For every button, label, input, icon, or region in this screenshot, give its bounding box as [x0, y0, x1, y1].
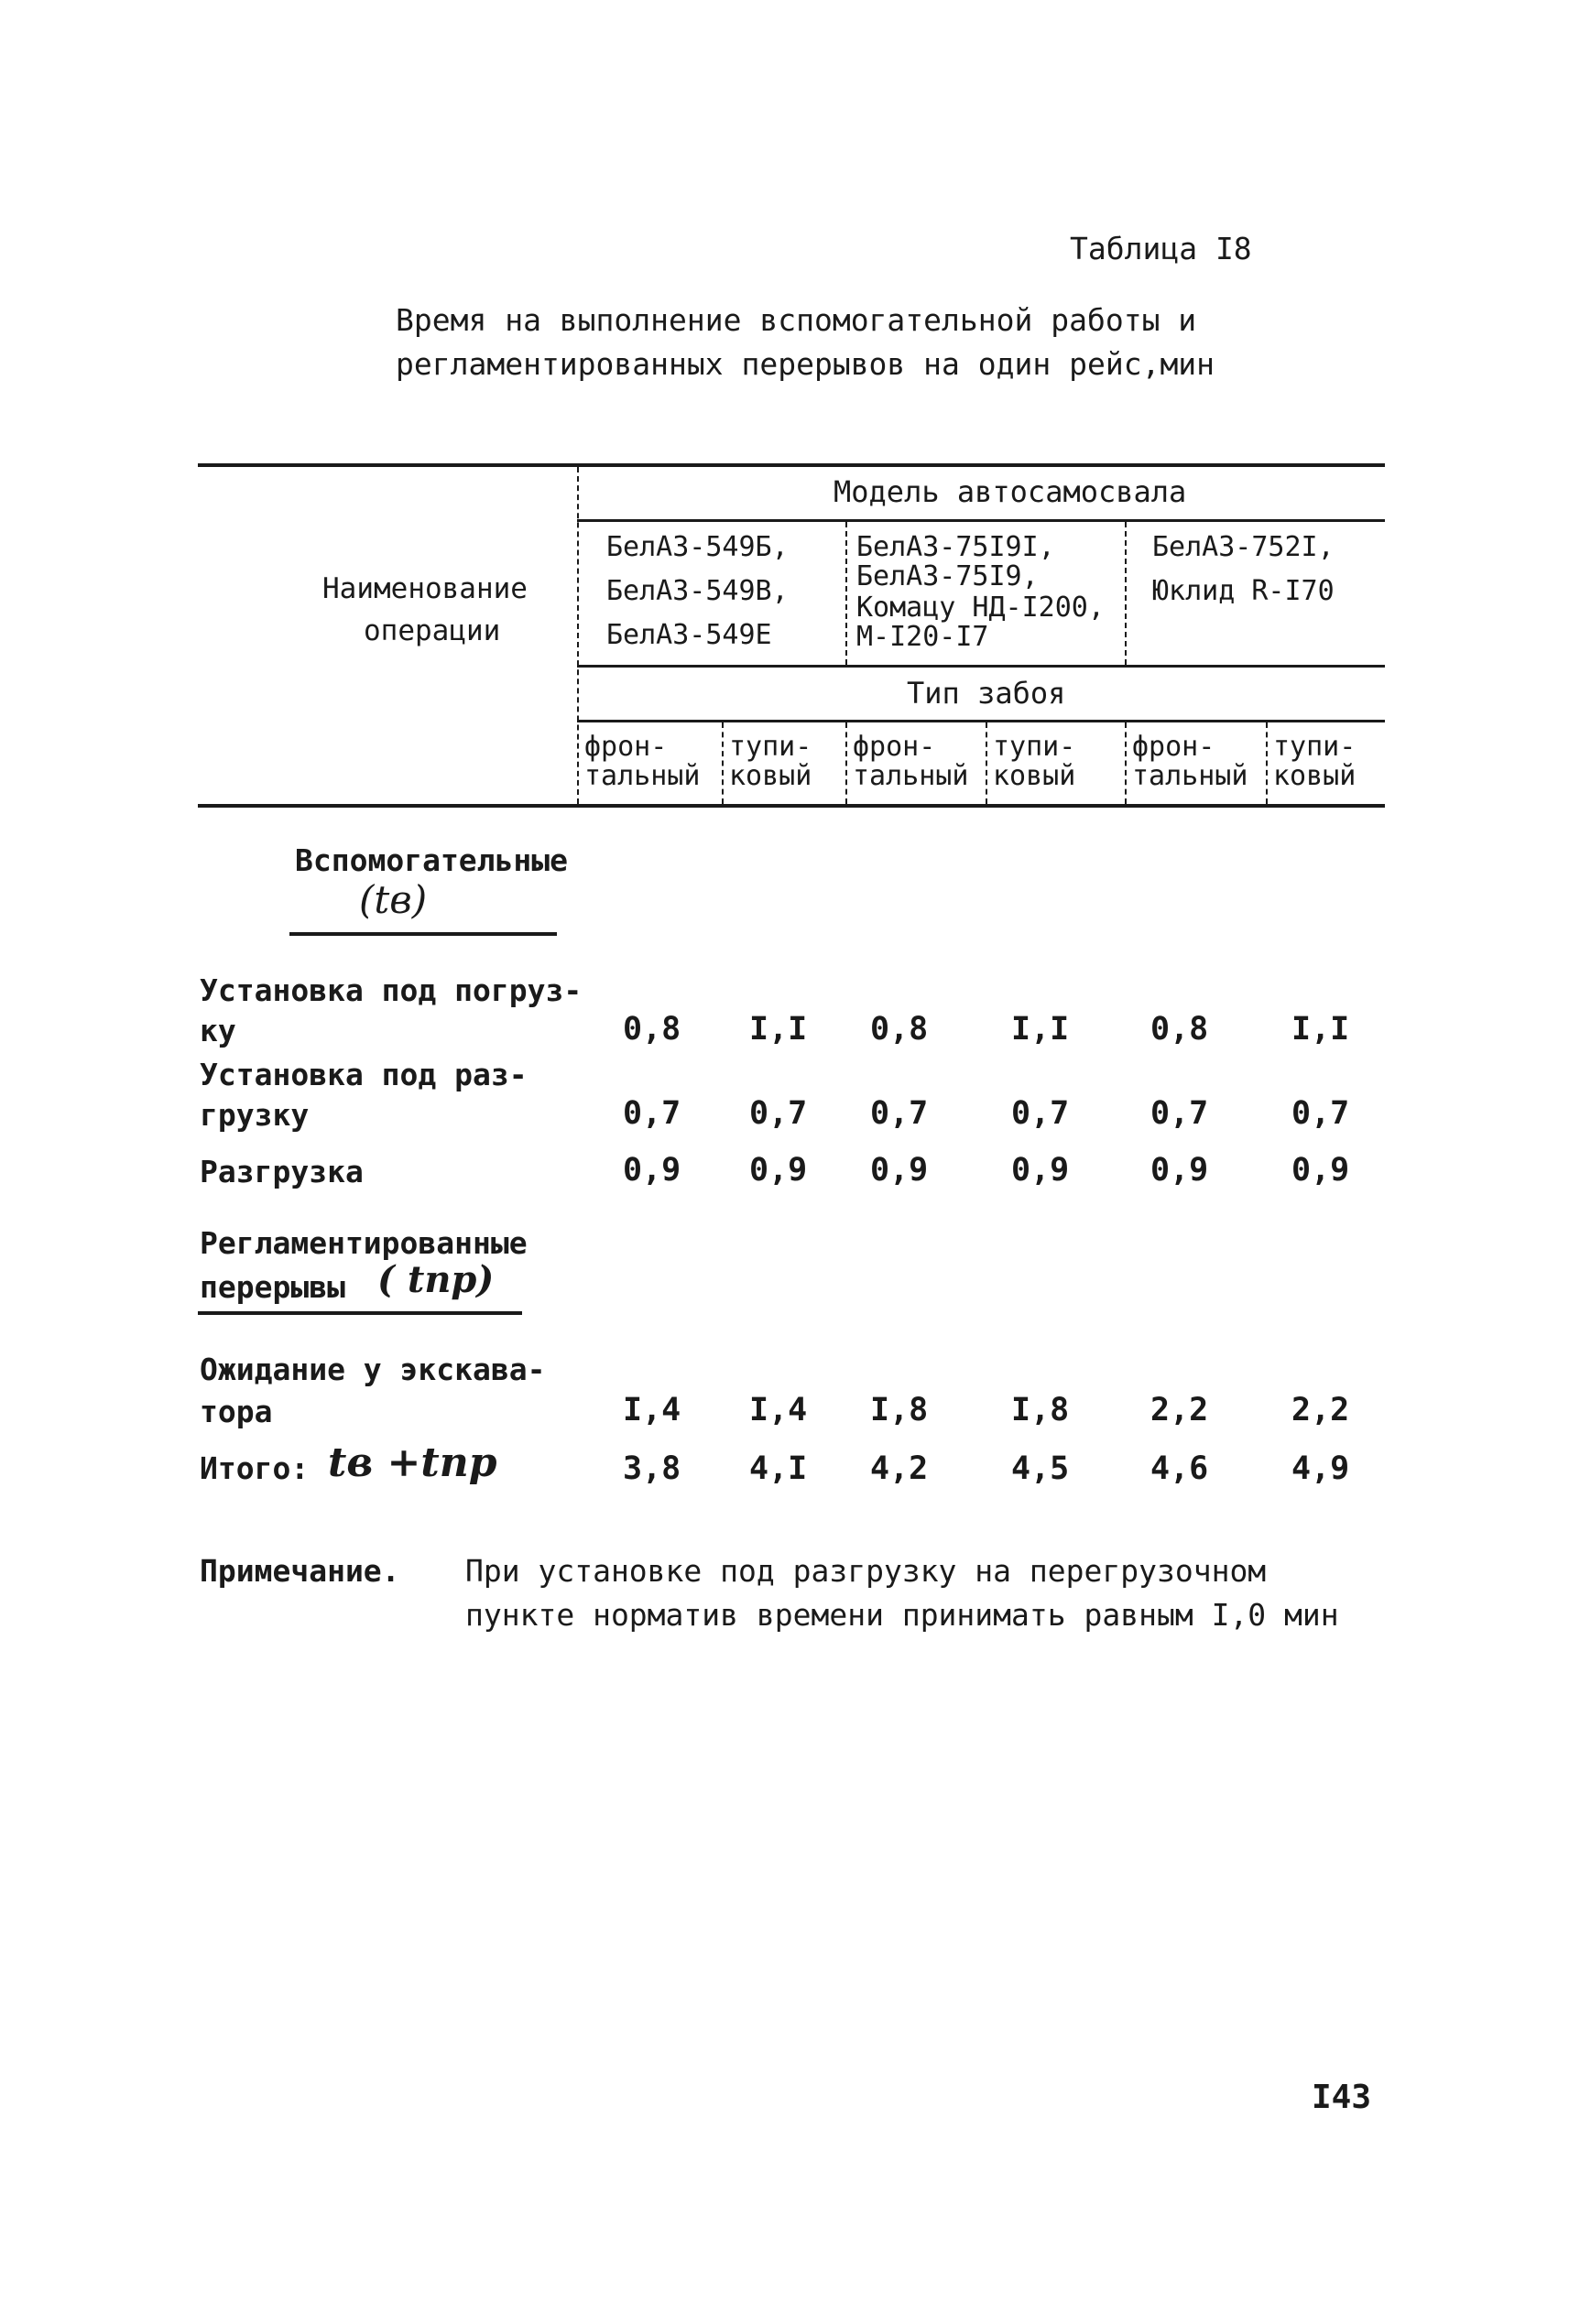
row-3-label-line-1: Разгрузка: [200, 1154, 364, 1189]
section-breaks-title-line-1: Регламентированные: [200, 1225, 528, 1261]
face-type-4-line-2: ковый: [993, 760, 1076, 792]
row-4-value-6: 2,2: [1291, 1392, 1350, 1428]
divider-model-2: [1125, 522, 1127, 665]
row-2-label-line-1: Установка под раз-: [200, 1057, 528, 1092]
face-type-4-line-1: тупи-: [993, 731, 1076, 763]
row-3-value-6: 0,9: [1291, 1152, 1350, 1189]
section-breaks-symbol: ( tпр): [377, 1258, 495, 1301]
divider-operation: [577, 467, 579, 804]
face-type-5-line-1: фрон-: [1132, 731, 1215, 763]
row-3-value-5: 0,9: [1150, 1152, 1209, 1189]
face-type-3-line-2: тальный: [853, 760, 969, 792]
model-1-line-3: БелАЗ-549Е: [606, 619, 772, 651]
face-type-6-line-1: тупи-: [1273, 731, 1357, 763]
row-4-label-line-1: Ожидание у экскава-: [200, 1352, 546, 1387]
section-auxiliary-symbol: (tв): [359, 877, 428, 922]
row-1-value-2: I,I: [749, 1011, 808, 1048]
model-1-line-2: БелАЗ-549В,: [606, 575, 789, 607]
face-type-6-line-2: ковый: [1273, 760, 1357, 792]
model-2-line-4: М-I20-I7: [856, 621, 989, 653]
row-3-value-3: 0,9: [870, 1152, 929, 1189]
header-model-group: Модель автосамосвала: [834, 474, 1187, 509]
row-4-value-3: I,8: [870, 1392, 929, 1428]
note-label: Примечание.: [200, 1553, 400, 1589]
page-number: I43: [1312, 2079, 1372, 2116]
section-auxiliary-title: Вспомогательные: [295, 842, 569, 878]
row-2-value-1: 0,7: [623, 1095, 681, 1132]
row-4-value-1: I,4: [623, 1392, 681, 1428]
divider-face-1: [722, 722, 724, 804]
row-4-label-line-2: тора: [200, 1394, 273, 1429]
section-breaks-underline: [198, 1311, 522, 1315]
total-value-4: 4,5: [1011, 1450, 1070, 1487]
row-1-value-1: 0,8: [623, 1011, 681, 1048]
divider-face-3: [986, 722, 987, 804]
model-3-line-1: БелАЗ-752I,: [1152, 531, 1335, 563]
row-2-value-2: 0,7: [749, 1095, 808, 1132]
total-label: Итого:: [200, 1450, 310, 1486]
row-1-value-3: 0,8: [870, 1011, 929, 1048]
row-4-value-4: I,8: [1011, 1392, 1070, 1428]
note-line-2: пункте норматив времени принимать равным I,0 мин: [465, 1597, 1339, 1633]
row-1-label-line-2: ку: [200, 1013, 236, 1048]
row-1-label-line-1: Установка под погруз-: [200, 972, 583, 1008]
total-value-2: 4,I: [749, 1450, 808, 1487]
face-type-2-line-2: ковый: [729, 760, 812, 792]
row-4-value-5: 2,2: [1150, 1392, 1209, 1428]
row-4-value-2: I,4: [749, 1392, 808, 1428]
row-2-value-5: 0,7: [1150, 1095, 1209, 1132]
divider-face-5: [1266, 722, 1268, 804]
model-rule: [577, 665, 1385, 668]
row-2-value-4: 0,7: [1011, 1095, 1070, 1132]
row-3-value-2: 0,9: [749, 1152, 808, 1189]
header-operation-line-1: Наименование: [322, 572, 528, 605]
header-bottom-rule: [198, 804, 1385, 808]
row-3-value-4: 0,9: [1011, 1152, 1070, 1189]
model-1-line-1: БелАЗ-549Б,: [606, 531, 789, 563]
face-type-2-line-1: тупи-: [729, 731, 812, 763]
face-type-5-line-2: тальный: [1132, 760, 1248, 792]
model-3-line-2: Юклид R-I70: [1152, 575, 1335, 607]
row-2-value-3: 0,7: [870, 1095, 929, 1132]
total-formula: tв +tпр: [328, 1439, 497, 1486]
divider-face-2: [845, 722, 847, 804]
model-group-rule: [577, 519, 1385, 522]
total-value-1: 3,8: [623, 1450, 681, 1487]
section-breaks-title-line-2: перерывы: [200, 1269, 345, 1305]
row-1-value-4: I,I: [1011, 1011, 1070, 1048]
header-operation-line-2: операции: [364, 614, 501, 647]
model-2-line-1: БелАЗ-75I9I,: [856, 531, 1055, 563]
title-line-1: Время на выполнение вспомогательной работы и: [396, 302, 1197, 338]
table-top-rule: [198, 463, 1385, 467]
total-value-6: 4,9: [1291, 1450, 1350, 1487]
note-line-1: При установке под разгрузку на перегрузочном: [465, 1553, 1267, 1589]
row-1-value-5: 0,8: [1150, 1011, 1209, 1048]
row-2-label-line-2: грузку: [200, 1097, 310, 1133]
model-2-line-2: БелАЗ-75I9,: [856, 560, 1039, 592]
face-type-1-line-1: фрон-: [584, 731, 668, 763]
model-2-line-3: Комацу НД-I200,: [856, 592, 1105, 624]
table-label: Таблица I8: [1070, 231, 1252, 266]
face-type-rule: [577, 720, 1385, 722]
divider-face-4: [1125, 722, 1127, 804]
face-type-1-line-2: тальный: [584, 760, 701, 792]
section-auxiliary-underline: [289, 932, 557, 936]
face-type-3-line-1: фрон-: [853, 731, 936, 763]
row-3-value-1: 0,9: [623, 1152, 681, 1189]
header-face-type: Тип забоя: [907, 676, 1066, 711]
total-value-3: 4,2: [870, 1450, 929, 1487]
total-value-5: 4,6: [1150, 1450, 1209, 1487]
title-line-2: регламентированных перерывов на один рейс,мин: [396, 346, 1215, 382]
row-1-value-6: I,I: [1291, 1011, 1350, 1048]
row-2-value-6: 0,7: [1291, 1095, 1350, 1132]
divider-model-1: [845, 522, 847, 665]
